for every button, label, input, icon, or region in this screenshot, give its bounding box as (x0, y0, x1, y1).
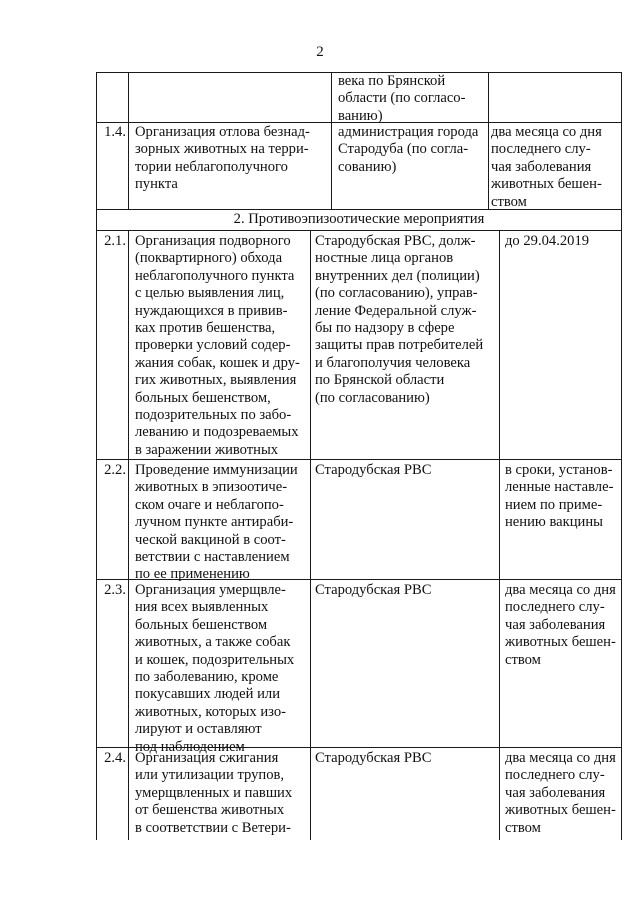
column-divider (499, 230, 500, 840)
row-measure: Организация сжигания или утилизации трупов, умерщвленных и павших от бешенства животных в соответствии с Ветери- (135, 750, 293, 836)
row-deadline: два месяца со дня последнего слу- чая заболевания животных бешен- ством (505, 750, 616, 836)
row-number: 1.4. (104, 124, 126, 140)
row-number: 2.3. (104, 582, 126, 598)
table-border-right (621, 72, 622, 840)
section-heading: 2. Противоэпизоотические мероприятия (233, 211, 485, 227)
row-divider (96, 230, 622, 231)
row-deadline: два месяца со дня последнего слу- чая заболевания животных бешен- ством (491, 124, 602, 210)
table-border-left (96, 72, 97, 840)
column-divider (310, 230, 311, 840)
row-executor: Стародубская РВС (315, 462, 432, 478)
row-measure: Организация умерщвле- ния всех выявленных больных бешенством животных, а также собак и кошек, подозрительных по заболеванию, кроме покусавших людей или животных, которых изо- лируют и оставляют под наблюдением (135, 582, 295, 755)
row-executor: Стародубская РВС, долж- ностные лица органов внутренних дел (полиции) (по согласованию), управ- ление Федеральной служ- бы по надзору в сфере защиты прав потребителей и благополучия человека по Брянской области (по согласованию) (315, 233, 484, 406)
column-divider (331, 72, 332, 210)
row-number: 2.4. (104, 750, 126, 766)
row-executor: администрация города Стародуба (по согла- сованию) (338, 124, 479, 175)
row-measure: Проведение иммунизации животных в эпизоотиче- ском очаге и неблагопо- лучном пункте антираби- ческой вакциной в соот- ветствии с наставлением по ее применению (135, 462, 298, 583)
row-deadline: в сроки, установ- ленные наставле- нием по приме- нению вакцины (505, 462, 614, 531)
row-executor: Стародубская РВС (315, 582, 432, 598)
continuation-executor: века по Брянской области (по согласо- ванию) (338, 73, 466, 124)
row-deadline: до 29.04.2019 (505, 233, 590, 249)
row-measure: Организация подворного (поквартирного) обхода неблагополучного пункта с целью выявления лиц, нуждающихся в привив- ках против бешенства, проверки условий содер- жания собак, кошек и дру- гих животных, выявления больных бешенством, подозрительных по забо- леванию и подозреваемых в заражении животных (135, 233, 300, 458)
row-executor: Стародубская РВС (315, 750, 432, 766)
page-number: 2 (316, 44, 324, 60)
row-measure: Организация отлова безнад- зорных животных на терри- тории неблагополучного пункта (135, 124, 310, 193)
column-divider (128, 230, 129, 840)
row-number: 2.2. (104, 462, 126, 478)
column-divider (488, 72, 489, 210)
row-deadline: два месяца со дня последнего слу- чая заболевания животных бешен- ством (505, 582, 616, 668)
column-divider (128, 72, 129, 210)
row-number: 2.1. (104, 233, 126, 249)
